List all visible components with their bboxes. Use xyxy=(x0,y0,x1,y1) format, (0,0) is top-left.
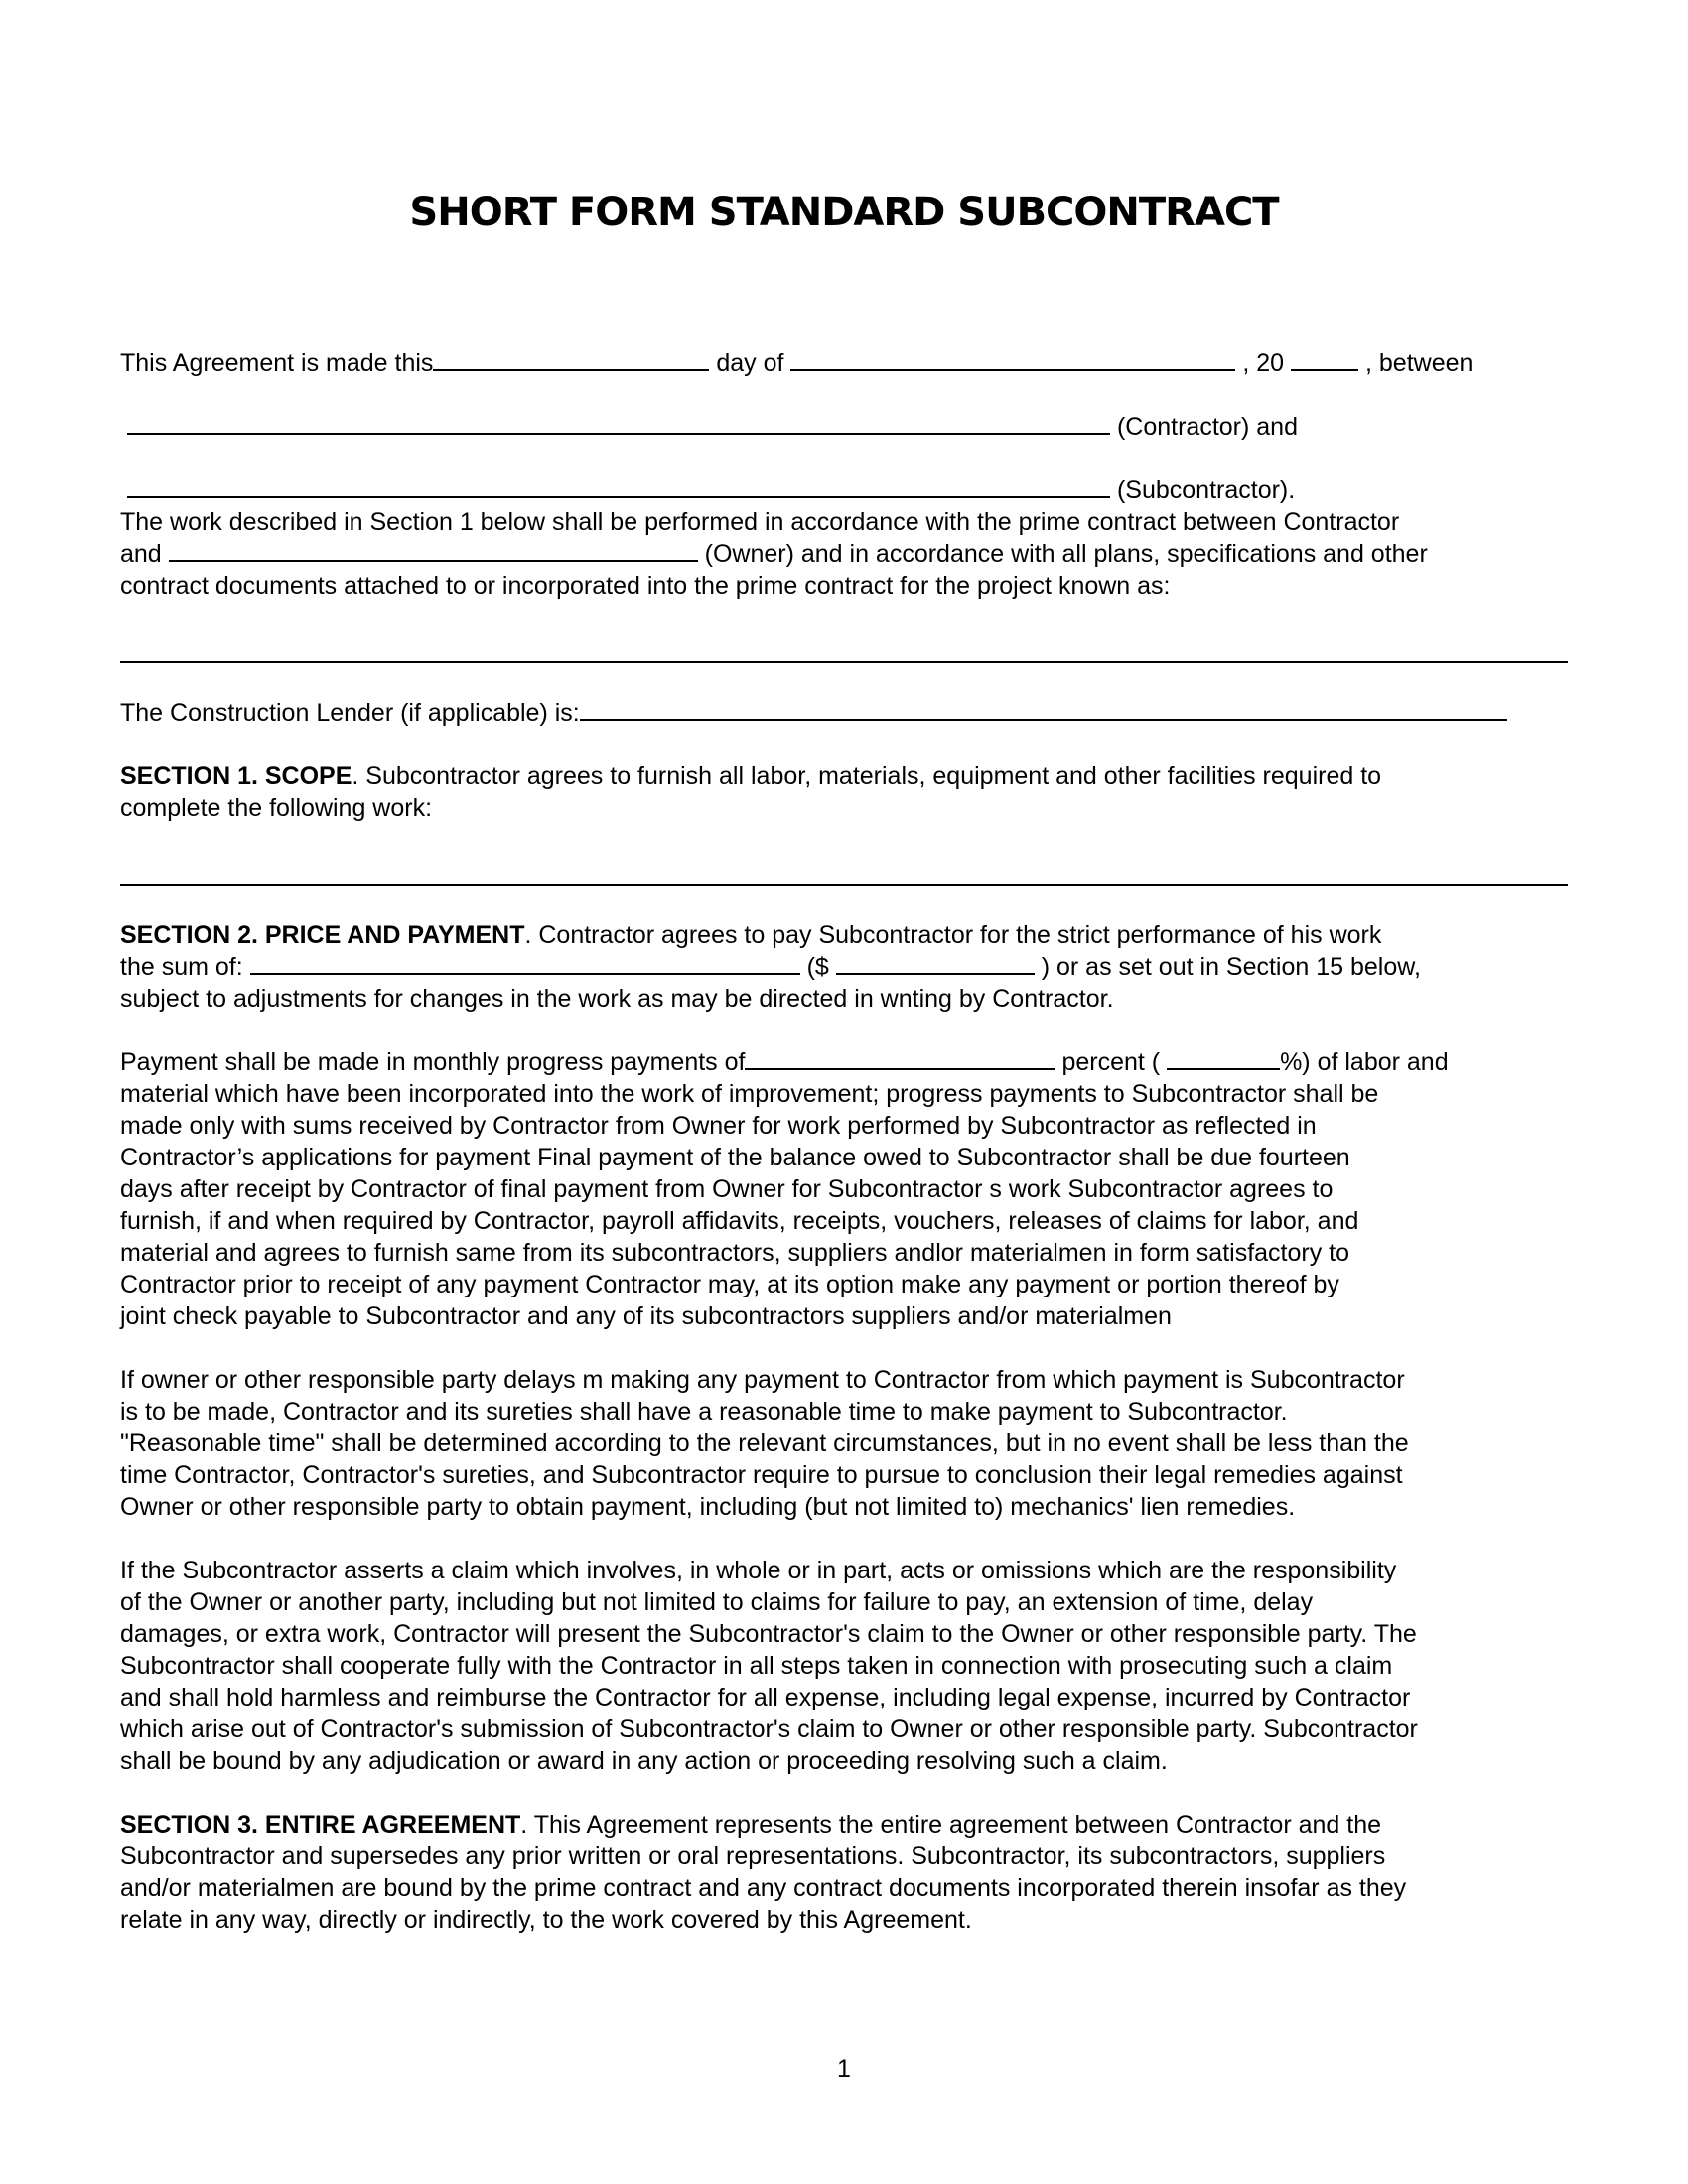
agreement-date-line xyxy=(120,347,1570,379)
percent-blank[interactable] xyxy=(1167,1046,1280,1070)
payment-line: joint check payable to Subcontractor and any of its subcontractors suppliers and/or materialmen xyxy=(120,1302,1172,1330)
lender-text: The Construction Lender (if applicable) is: xyxy=(120,699,580,727)
payment-line: made only with sums received by Contractor from Owner for work performed by Subcontractor as reflected in xyxy=(120,1112,1317,1140)
project-name-blank[interactable] xyxy=(120,661,1568,663)
contractor-label: (Contractor) and xyxy=(1116,413,1298,441)
claim-line: of the Owner or another party, including but not limited to claims for failure to pay, an extension of time, delay xyxy=(120,1588,1314,1616)
section-3-entire-agreement xyxy=(120,1809,1570,1936)
month-blank[interactable] xyxy=(790,347,1235,371)
claim-line: If the Subcontractor asserts a claim which involves, in whole or in part, acts or omissions which are the responsibility xyxy=(120,1557,1397,1584)
day-of-text: day of xyxy=(716,349,784,377)
work-line-1: The work described in Section 1 below shall be performed in accordance with the prime contract between Contractor xyxy=(120,508,1400,536)
section-2-heading: SECTION 2. PRICE AND PAYMENT xyxy=(120,921,525,949)
section-2-line-1: . Contractor agrees to pay Subcontractor for the strict performance of his work xyxy=(524,921,1382,949)
payment-line: material and agrees to furnish same from its subcontractors, suppliers andlor materialmen in form satisfactory to xyxy=(120,1239,1350,1267)
section-3-line: and/or materialmen are bound by the prime contract and any contract documents incorporated therein insofar as they xyxy=(120,1874,1407,1902)
delay-line: Owner or other responsible party to obtain payment, including (but not limited to) mechanics' lien remedies. xyxy=(120,1493,1296,1521)
delay-line: is to be made, Contractor and its sureties shall have a reasonable time to make payment to Subcontractor. xyxy=(120,1398,1288,1426)
year-blank[interactable] xyxy=(1291,347,1358,371)
section-3-heading: SECTION 3. ENTIRE AGREEMENT xyxy=(120,1811,521,1839)
claim-line: which arise out of Contractor's submission of Subcontractor's claim to Owner or other responsible party. Subcontractor xyxy=(120,1715,1418,1743)
claim-line: shall be bound by any adjudication or award in any action or proceeding resolving such a claim. xyxy=(120,1747,1168,1775)
delay-line: time Contractor, Contractor's sureties, and Subcontractor require to pursue to conclusion their legal remedies against xyxy=(120,1461,1403,1489)
day-blank[interactable] xyxy=(433,347,709,371)
contractor-line xyxy=(127,411,1577,443)
sum-amount-blank[interactable] xyxy=(836,951,1035,975)
work-line-3: contract documents attached to or incorporated into the prime contract for the project known as: xyxy=(120,572,1171,600)
percent-close-text: %) of labor and xyxy=(1280,1048,1449,1076)
claim-line: damages, or extra work, Contractor will present the Subcontractor's claim to the Owner or other responsible party. The xyxy=(120,1620,1417,1648)
payment-paragraph xyxy=(120,1046,1570,1332)
pay-start-text: Payment shall be made in monthly progress payments of xyxy=(120,1048,746,1076)
section-1-line-2: complete the following work: xyxy=(120,794,433,822)
section-1-heading: SECTION 1. SCOPE xyxy=(120,762,352,790)
section-2-line-3: subject to adjustments for changes in the work as may be directed in wnting by Contractor. xyxy=(120,985,1114,1013)
progress-payment-blank[interactable] xyxy=(745,1046,1055,1070)
delay-line: "Reasonable time" shall be determined according to the relevant circumstances, but in no event shall be less than the xyxy=(120,1430,1409,1457)
payment-line: Contractor prior to receipt of any payment Contractor may, at its option make any payment or portion thereof by xyxy=(120,1271,1339,1298)
owner-name-blank[interactable] xyxy=(169,538,698,562)
dollar-text: ($ xyxy=(806,953,829,981)
claim-line: and shall hold harmless and reimburse the Contractor for all expense, including legal expense, incurred by Contractor xyxy=(120,1684,1411,1711)
subcontractor-label: (Subcontractor). xyxy=(1116,477,1296,504)
lender-line xyxy=(120,697,1570,729)
section-3-line: Subcontractor and supersedes any prior written or oral representations. Subcontractor, its subcontractors, suppliers xyxy=(120,1843,1386,1870)
delay-line: If owner or other responsible party delays m making any payment to Contractor from which payment is Subcontractor xyxy=(120,1366,1405,1394)
section-1-line-1: . Subcontractor agrees to furnish all labor, materials, equipment and other facilities required to xyxy=(352,762,1382,790)
section-2-sum-line xyxy=(120,951,1570,983)
sum-of-text: the sum of: xyxy=(120,953,243,981)
year-prefix-text: , 20 xyxy=(1242,349,1285,377)
section-3-line: relate in any way, directly or indirectly, to the work covered by this Agreement. xyxy=(120,1906,972,1934)
claim-line: Subcontractor shall cooperate fully with the Contractor in all steps taken in connection with prosecuting such a claim xyxy=(120,1652,1393,1680)
section-3-line-1: . This Agreement represents the entire agreement between Contractor and the xyxy=(520,1811,1382,1839)
contractor-name-blank[interactable] xyxy=(127,411,1110,435)
percent-open-text: percent ( xyxy=(1061,1048,1161,1076)
payment-line: furnish, if and when required by Contractor, payroll affidavits, receipts, vouchers, releases of claims for labor, and xyxy=(120,1207,1359,1235)
lender-name-blank[interactable] xyxy=(580,697,1507,721)
sum-words-blank[interactable] xyxy=(250,951,800,975)
work-line-2 xyxy=(120,538,1570,570)
payment-line: Contractor’s applications for payment Final payment of the balance owed to Subcontractor shall be due fourteen xyxy=(120,1144,1350,1171)
subcontractor-line xyxy=(127,475,1577,506)
work-owner-text: (Owner) and in accordance with all plans, specifications and other xyxy=(704,540,1428,568)
subcontractor-name-blank[interactable] xyxy=(127,475,1110,498)
section-1-scope xyxy=(120,760,1570,824)
sum-rest-text: ) or as set out in Section 15 below, xyxy=(1041,953,1421,981)
page-number: 1 xyxy=(837,2055,851,2083)
work-and-text: and xyxy=(120,540,162,568)
made-this-text: This Agreement is made this xyxy=(120,349,434,377)
between-text: , between xyxy=(1365,349,1474,377)
payment-line-1 xyxy=(120,1046,1570,1078)
claim-paragraph xyxy=(120,1555,1570,1777)
section-2-price-payment xyxy=(120,919,1570,1015)
work-description xyxy=(120,506,1570,602)
document-title: SHORT FORM STANDARD SUBCONTRACT xyxy=(409,190,1279,235)
scope-work-blank[interactable] xyxy=(120,884,1568,886)
payment-line: material which have been incorporated into the work of improvement; progress payments to Subcontractor shall be xyxy=(120,1080,1379,1108)
delay-paragraph xyxy=(120,1364,1570,1523)
payment-line: days after receipt by Contractor of final payment from Owner for Subcontractor s work Subcontractor agrees to xyxy=(120,1175,1334,1203)
